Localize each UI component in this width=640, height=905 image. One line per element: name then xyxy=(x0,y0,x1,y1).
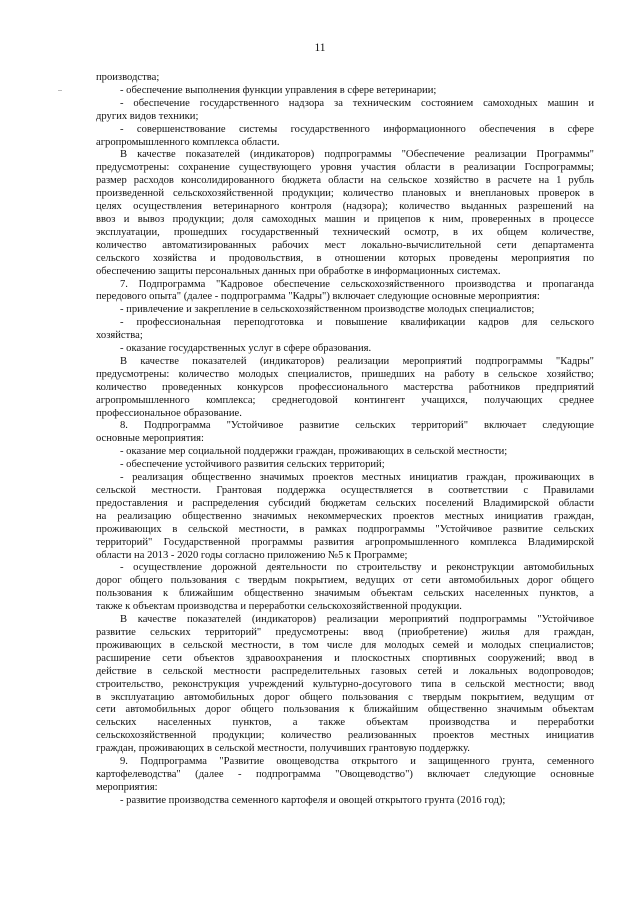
text-line: - совершенствование системы государственного информационного обеспечения в сфере xyxy=(120,123,594,135)
text-line: области на 2013 - 2020 годы согласно приложению №5 к Программе; xyxy=(96,549,408,561)
text-line: сети автомобильных дорог общего пользования к ближайшим общественно значимым объектам xyxy=(96,704,594,716)
text-line: - осуществление дорожной деятельности по строительству и реконструкции автомобильных xyxy=(120,562,594,574)
text-line: мероприятия: xyxy=(96,781,158,793)
text-line: обеспечению защиты персональных данных при обработке в информационных системах. xyxy=(96,265,501,277)
text-line: проживающих в сельской местности, в рамках подпрограммы "Устойчивое развитие сельских xyxy=(96,523,594,535)
text-line: - профессиональная переподготовка и повышение квалификации кадров для сельского xyxy=(120,317,594,329)
text-line: В качестве показателей (индикаторов) реализации мероприятий подпрограммы "Устойчивое xyxy=(120,614,594,626)
text-line: передового опыта" (далее - подпрограмма "Кадры") включает следующие основные мероприятия: xyxy=(96,291,540,303)
text-line: в эксплуатацию автомобильных дорог общего пользования с твердым покрытием, ведущим от xyxy=(96,691,594,703)
text-line: предусмотрены: количество молодых специалистов, пришедших на работу в сельское хозяйство; xyxy=(96,368,594,380)
text-line: сельского хозяйства и продовольствия, в отношении которых проведены мероприятия по xyxy=(96,252,594,264)
text-line: 7. Подпрограмма "Кадровое обеспечение сельскохозяйственного производства и пропаганда xyxy=(120,278,594,290)
text-line: количество проведенных конкурсов профессионального мастерства работников предприятий xyxy=(96,381,594,393)
text-line: расширение сети объектов здравоохранения и плоскостных спортивных сооружений; ввод в xyxy=(96,652,594,664)
text-line: целях осуществления ветеринарного контроля (надзора); количество выданных разрешений на xyxy=(96,201,594,213)
text-line: строительство, реконструкция учреждений культурно-досугового типа в сельской местности; ввод xyxy=(96,678,594,690)
text-line: сельскохозяйственной продукции; количество реализованных проектов местных инициатив xyxy=(96,730,594,742)
document-body xyxy=(96,72,594,808)
text-line: - оказание мер социальной поддержки граждан, проживающих в сельской местности; xyxy=(120,446,508,458)
text-line: граждан, проживающих в сельской местности, получивших грантовую поддержку. xyxy=(96,743,470,755)
text-line: агропромышленного комплекса; среднегодовой контингент учащихся, получающих среднее xyxy=(96,394,594,406)
text-line: пользования к ближайшим общественно значимым объектам сельских населенных пунктов, а xyxy=(96,588,594,600)
text-line: - обеспечение государственного надзора за техническим состоянием самоходных машин и xyxy=(120,97,594,109)
text-line: - оказание государственных услуг в сфере образования. xyxy=(120,343,372,355)
text-line: В качестве показателей (индикаторов) реализации мероприятий подпрограммы "Кадры" xyxy=(120,355,594,367)
page-number: 11 xyxy=(314,42,326,54)
text-line: 8. Подпрограмма "Устойчивое развитие сельских территорий" включает следующие xyxy=(120,420,594,432)
text-line: развитие сельских территорий" предусмотрены: ввод (приобретение) жилья для граждан, xyxy=(96,626,594,638)
text-line: сельских населенных пунктов, а также объектам производства и переработки xyxy=(96,717,594,729)
text-line: ввоз и вывоз продукции; доля самоходных машин и прицепов к ним, проверенных в процессе xyxy=(96,213,594,225)
text-line: - обеспечение выполнения функции управления в сфере ветеринарии; xyxy=(120,84,437,96)
text-line: также к объектам производства и переработки сельскохозяйственной продукции. xyxy=(96,601,462,613)
text-line: - обеспечение устойчивого развития сельских территорий; xyxy=(120,459,385,471)
text-line: территорий" Государственной программы развития агропромышленного комплекса Владимирской xyxy=(96,536,594,548)
text-line: действие в сельской местности распределительных газовых сетей и локальных водопроводов; xyxy=(96,665,594,677)
text-line: 9. Подпрограмма "Развитие овощеводства открытого и защищенного грунта, семенного xyxy=(120,756,594,768)
text-line: - привлечение и закрепление в сельскохозяйственном производстве молодых специалистов; xyxy=(120,304,535,316)
text-line: агропромышленного комплекса области. xyxy=(96,136,280,148)
text-line: количество автоматизированных рабочих мест локально-вычислительной сети департамента xyxy=(96,239,594,251)
text-line: профессиональное образование. xyxy=(96,407,242,419)
text-line: хозяйства; xyxy=(96,330,143,342)
text-line: эксплуатации, прошедших государственный технический осмотр, в их общем количестве, xyxy=(96,226,594,238)
text-line: производства; xyxy=(96,72,160,83)
text-line: проживающих в сельской местности, в том числе для молодых семей и молодых специалистов; xyxy=(96,639,594,651)
scan-mark xyxy=(58,90,62,91)
text-line: сельской местности. Грантовая поддержка осуществляется в соответствии с Правилами xyxy=(96,485,594,496)
text-line: дорог общего пользования с твердым покрытием, ведущих от сети автомобильных дорог общего xyxy=(96,575,594,587)
text-line: произведенной сельскохозяйственной продукции; количество плановых и внеплановых проверок в xyxy=(96,188,594,200)
text-line: основные мероприятия: xyxy=(96,433,204,445)
text-line: на реализацию общественно значимых некоммерческих проектов местных инициатив граждан, xyxy=(96,510,594,522)
text-line: предусмотрены: сохранение существующего уровня участия области в реализации Госпрограммы; xyxy=(96,162,594,174)
text-line: картофелеводства" (далее - подпрограмма "Овощеводство") включает следующие основные xyxy=(96,768,594,780)
text-line: размер расходов консолидированного бюджета области на сельское хозяйство в расчете на 1 рубль xyxy=(96,175,594,187)
text-line: других видов техники; xyxy=(96,110,199,122)
text-line: предоставления и распределения субсидий бюджетам сельских поселений Владимирской области xyxy=(96,497,594,509)
text-line: - развитие производства семенного картофеля и овощей открытого грунта (2016 год); xyxy=(120,794,506,806)
text-line: - реализация общественно значимых проектов местных инициатив граждан, проживающих в xyxy=(120,472,594,484)
text-line: В качестве показателей (индикаторов) подпрограммы "Обеспечение реализации Программы" xyxy=(120,149,594,161)
